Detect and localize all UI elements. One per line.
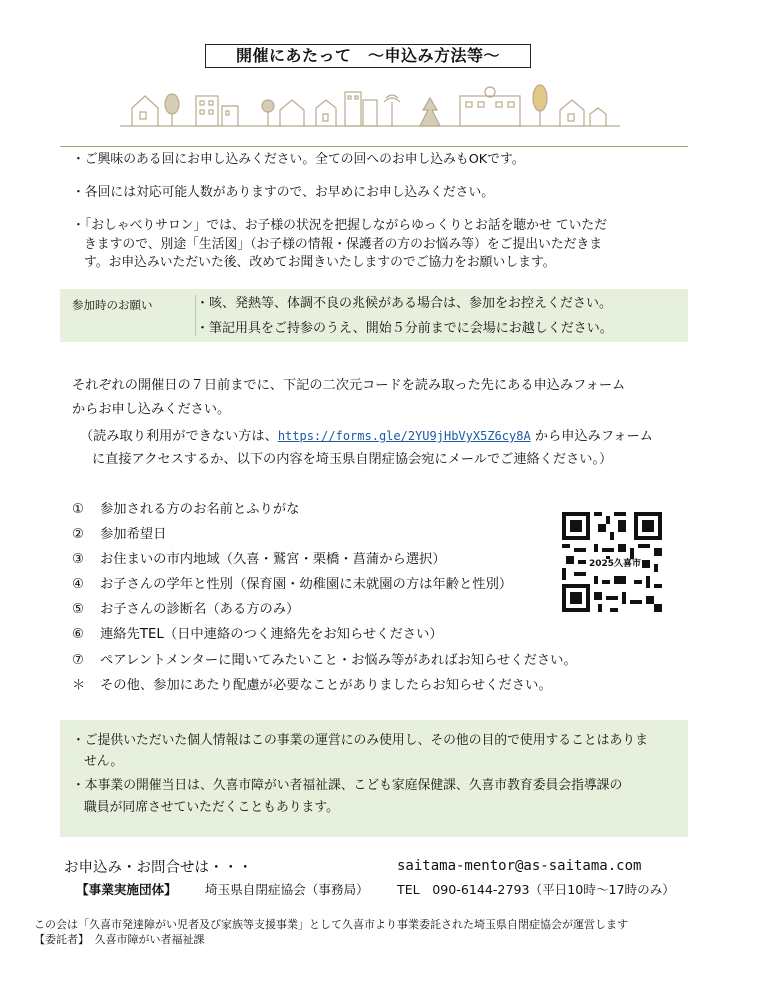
- list-text: ペアレントメンターに聞いてみたいこと・お悩み等があればお知らせください。: [100, 653, 577, 668]
- list-item: [72, 625, 443, 645]
- note-interest: ・ご興味のある回にお申し込みください。全ての回へのお申し込みもOKです。: [72, 152, 525, 167]
- list-text: お住まいの市内地域（久喜・鷲宮・栗橋・菖蒲から選択）: [100, 552, 446, 567]
- instruction-line3: [80, 425, 653, 448]
- privacy-line: ・本事業の開催当日は、久喜市障がい者福祉課、こども家庭保健課、久喜市教育委員会指導課の: [72, 778, 623, 793]
- list-number: ⑦: [72, 653, 84, 668]
- instruction-line2: からお申し込みください。: [72, 402, 231, 417]
- privacy-box: [60, 720, 688, 837]
- organization-name: 埼玉県自閉症協会（事務局）: [205, 882, 369, 897]
- list-item: [72, 550, 446, 570]
- privacy-line: せん。: [84, 754, 124, 769]
- separator-line: [60, 146, 688, 147]
- contact-email[interactable]: saitama-mentor@as-saitama.com: [397, 858, 642, 874]
- page-title: 開催にあたって ～申込み方法等～: [205, 44, 531, 68]
- note-capacity: ・各回には対応可能人数がありますので、お早めにお申し込みください。: [72, 185, 495, 200]
- organization-label: 【事業実施団体】: [76, 882, 177, 897]
- qr-caption: 2025久喜市: [589, 559, 642, 569]
- list-text: 連絡先TEL（日中連絡のつく連絡先をお知らせください）: [100, 627, 443, 642]
- note-salon-line1: ・「おしゃべりサロン」では、お子様の状況を把握しながらゆっくりとお話を聴かせ ていただ: [72, 218, 608, 233]
- list-text: お子さんの学年と性別（保育園・幼稚園に未就園の方は年齢と性別）: [100, 577, 513, 592]
- list-text: 参加される方のお名前とふりがな: [100, 502, 300, 517]
- list-item: [72, 600, 299, 620]
- request-label: 参加時のお願い: [72, 298, 153, 312]
- instruction-line1: それぞれの開催日の７日前までに、下記の二次元コードを読み取った先にある申込みフォーム: [72, 378, 626, 393]
- townscape-illustration: [120, 80, 620, 130]
- footer-client: 【委託者】 久喜市障がい者福祉課: [34, 933, 205, 946]
- list-text: その他、参加にあたり配慮が必要なことがありましたらお知らせください。: [100, 678, 552, 693]
- list-item: [72, 500, 299, 520]
- contact-tel: TEL 090-6144-2793（平日10時～17時のみ）: [397, 882, 675, 897]
- note-salon-line3: す。お申込みいただいた後、改めてお聞きいたしますのでご協力をお願いします。: [84, 255, 556, 270]
- instruction-line3-post: から申込みフォーム: [530, 429, 653, 444]
- request-item: ・咳、発熱等、体調不良の兆候がある場合は、参加をお控えください。: [196, 296, 613, 311]
- instruction-line4: に直接アクセスするか、以下の内容を埼玉県自閉症協会宛にメールでご連絡ください。）: [92, 452, 613, 467]
- list-number: ④: [72, 577, 84, 592]
- privacy-line: ・ご提供いただいた個人情報はこの事業の運営にのみ使用し、その他の目的で使用することはありま: [72, 733, 648, 748]
- contact-heading: お申込み・お問合せは・・・: [64, 860, 253, 876]
- list-item: [72, 676, 552, 696]
- footer-commission: この会は「久喜市発達障がい児者及び家族等支援事業」として久喜市より事業委託された埼玉県自閉症協会が運営します: [34, 918, 628, 931]
- request-item: ・筆記用具をご持参のうえ、開始５分前までに会場にお越しください。: [196, 321, 613, 336]
- participation-request-box: [60, 289, 688, 342]
- list-number: ③: [72, 552, 84, 567]
- list-number: ＊: [72, 678, 86, 693]
- list-number: ⑤: [72, 602, 84, 617]
- note-salon-line2: きますので、別途「生活図」（お子様の情報・保護者の方のお悩み等）をご提出いただきま: [84, 237, 603, 252]
- list-item: [72, 525, 166, 545]
- list-number: ①: [72, 502, 84, 517]
- list-text: お子さんの診断名（ある方のみ）: [100, 602, 300, 617]
- list-item: [72, 575, 512, 595]
- form-link[interactable]: https://forms.gle/2YU9jHbVyX5Z6cy8A: [277, 429, 531, 443]
- privacy-line: 職員が同席させていただくこともあります。: [84, 800, 339, 815]
- list-item: [72, 651, 577, 671]
- list-text: 参加希望日: [100, 527, 167, 542]
- instruction-line3-pre: （読み取り利用ができない方は、: [80, 429, 278, 444]
- list-number: ⑥: [72, 627, 84, 642]
- list-number: ②: [72, 527, 84, 542]
